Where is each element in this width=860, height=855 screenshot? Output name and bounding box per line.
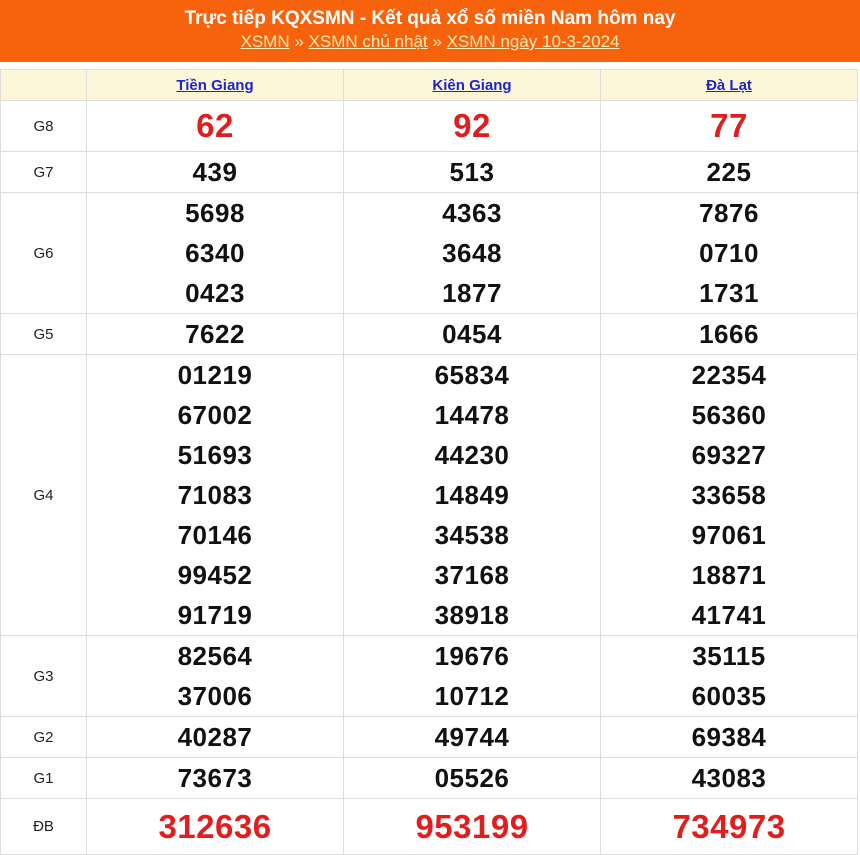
result-number: 0710 [699,238,759,268]
results-table [0,69,858,855]
result-number: 01219 [177,360,253,390]
result-number: 4363 [442,198,502,228]
province-header [344,70,601,101]
result-number: 439 [192,157,238,187]
result-cell [601,717,858,758]
result-number: 05526 [434,763,510,793]
result-cell [344,314,601,355]
prize-row [1,717,858,758]
result-number: 7876 [699,198,759,228]
result-number: 0423 [185,278,245,308]
prize-row [1,355,858,636]
result-cell [601,355,858,636]
page-title: Trực tiếp KQXSMN - Kết quả xổ số miền Nam hôm nay [184,8,676,29]
prize-row [1,799,858,855]
result-cell [344,717,601,758]
prize-label: G1 [1,758,87,799]
province-header [87,70,344,101]
result-cell [601,193,858,314]
prize-row [1,101,858,152]
result-number: 33658 [691,480,767,510]
province-link[interactable]: Kiên Giang [432,76,512,94]
result-number: 41741 [691,600,767,630]
result-number: 312636 [158,807,272,845]
breadcrumb-separator: » [294,32,304,51]
result-number: 10712 [434,681,510,711]
corner-cell [1,70,87,101]
result-number: 82564 [177,641,253,671]
prize-label: G2 [1,717,87,758]
result-number: 99452 [177,560,253,590]
result-number: 1731 [699,278,759,308]
result-number: 953199 [415,807,529,845]
result-cell [601,758,858,799]
result-number: 513 [449,157,495,187]
breadcrumb-xsmn[interactable]: XSMN [240,32,290,51]
result-cell [87,636,344,717]
result-number: 225 [706,157,752,187]
prize-label: ĐB [1,799,87,855]
prize-label: G7 [1,152,87,193]
prize-label: G4 [1,355,87,636]
result-cell [344,799,601,855]
result-cell [87,717,344,758]
result-number: 97061 [691,520,767,550]
breadcrumb-xsmn-date[interactable]: XSMN ngày 10-3-2024 [446,32,620,51]
prize-row [1,636,858,717]
result-cell [601,101,858,152]
prize-label: G8 [1,101,87,152]
result-cell [601,314,858,355]
result-cell [87,193,344,314]
result-number: 0454 [442,319,502,349]
result-number: 38918 [434,600,510,630]
result-number: 49744 [434,722,510,752]
result-number: 14478 [434,400,510,430]
result-number: 35115 [692,641,766,671]
result-number: 56360 [691,400,767,430]
result-cell [601,799,858,855]
result-number: 18871 [691,560,767,590]
result-cell [87,758,344,799]
prize-row [1,314,858,355]
province-link[interactable]: Tiền Giang [176,76,254,94]
result-number: 71083 [177,480,253,510]
prize-row [1,193,858,314]
prize-row [1,758,858,799]
result-number: 34538 [434,520,510,550]
result-number: 60035 [691,681,767,711]
result-number: 40287 [177,722,253,752]
result-number: 1666 [699,319,759,349]
result-number: 734973 [672,807,786,845]
result-number: 73673 [177,763,253,793]
result-number: 62 [196,107,234,144]
result-number: 7622 [185,319,245,349]
province-header-row [1,70,858,101]
result-number: 92 [453,107,491,144]
result-cell [344,758,601,799]
result-number: 65834 [434,360,510,390]
result-cell [87,101,344,152]
result-cell [344,355,601,636]
result-number: 44230 [434,440,510,470]
result-cell [87,355,344,636]
prize-label: G3 [1,636,87,717]
prize-row [1,152,858,193]
result-cell [344,193,601,314]
result-cell [601,636,858,717]
result-cell [87,314,344,355]
result-cell [87,152,344,193]
result-number: 22354 [691,360,767,390]
result-number: 37168 [434,560,510,590]
prize-label: G6 [1,193,87,314]
result-cell [87,799,344,855]
result-cell [344,636,601,717]
result-number: 69384 [691,722,767,752]
result-number: 67002 [177,400,253,430]
result-number: 3648 [442,238,502,268]
result-number: 51693 [177,440,253,470]
result-number: 14849 [434,480,510,510]
result-number: 70146 [177,520,253,550]
result-number: 69327 [691,440,767,470]
result-number: 19676 [434,641,510,671]
result-number: 43083 [691,763,767,793]
breadcrumb-separator: » [432,32,442,51]
result-number: 1877 [442,278,502,308]
prize-label: G5 [1,314,87,355]
page-header [0,0,860,62]
result-number: 77 [710,107,748,144]
result-number: 6340 [185,238,245,268]
result-number: 91719 [177,600,253,630]
breadcrumb-xsmn-sunday[interactable]: XSMN chủ nhật [308,32,428,51]
result-number: 37006 [177,681,253,711]
result-cell [344,152,601,193]
result-number: 5698 [185,198,245,228]
province-link[interactable]: Đà Lạt [706,76,752,94]
result-cell [344,101,601,152]
result-cell [601,152,858,193]
breadcrumb [0,31,860,53]
province-header [601,70,858,101]
